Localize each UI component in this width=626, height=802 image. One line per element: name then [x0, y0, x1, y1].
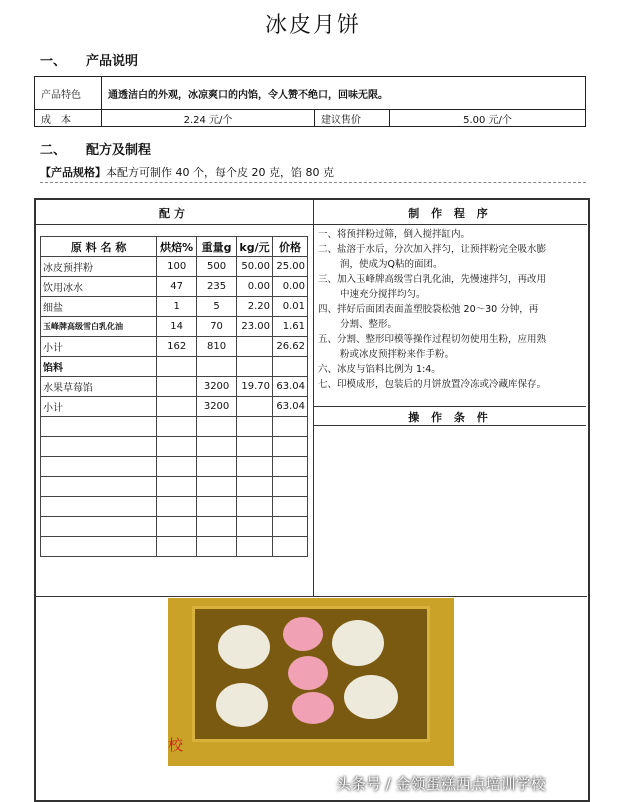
cost-label: 成 本 [35, 110, 102, 127]
recipe-row [41, 257, 308, 277]
pink-mooncake [288, 656, 328, 690]
recipe-heading: 配方 [159, 207, 189, 220]
process-step: 七、印模成形，包装后的月饼放置冷冻或冷藏库保存。 [318, 379, 547, 390]
cell-percent: 100 [157, 257, 197, 277]
process-heading: 制 作 程 序 [408, 207, 492, 220]
cell-name: 馅料 [41, 357, 157, 377]
photo-divider [35, 596, 587, 597]
cell-weight: 5 [197, 297, 237, 317]
price-label: 建议售价 [315, 110, 390, 127]
cost-value: 2.24 元/个 [102, 110, 315, 127]
cell-price: 63.04 [272, 397, 307, 417]
photo-corner-char: 校 [168, 736, 184, 754]
cell-price [272, 497, 307, 517]
product-feature-table [34, 76, 586, 127]
cell-price: 1.61 [272, 317, 307, 337]
mooncake-photo [168, 598, 454, 766]
cell-unit-price [237, 437, 273, 457]
col-header-name: 原 料 名 称 [41, 237, 157, 257]
cell-percent: 47 [157, 277, 197, 297]
cell-price [272, 477, 307, 497]
watermark: 头条号 / 金领蛋糕西点培训学校 [336, 775, 546, 793]
feature-label: 产品特色 [35, 77, 102, 110]
recipe-row [41, 417, 308, 437]
cell-weight [197, 357, 237, 377]
cell-weight [197, 417, 237, 437]
cell-price [272, 357, 307, 377]
cell-unit-price [237, 337, 273, 357]
cell-unit-price [237, 457, 273, 477]
cell-name: 饮用冰水 [41, 277, 157, 297]
process-step: 六、冰皮与馅料比例为 1:4。 [318, 364, 441, 375]
cell-name [41, 477, 157, 497]
cell-weight [197, 537, 237, 557]
recipe-row [41, 517, 308, 537]
cell-price [272, 517, 307, 537]
cell-percent: 162 [157, 337, 197, 357]
cell-name [41, 457, 157, 477]
cell-weight [197, 517, 237, 537]
process-step-cont: 分割、整形。 [340, 319, 398, 330]
conditions-divider-bottom [314, 425, 586, 426]
recipe-row [41, 397, 308, 417]
cell-weight: 235 [197, 277, 237, 297]
price-value: 5.00 元/个 [390, 110, 586, 127]
cell-weight [197, 497, 237, 517]
cell-percent: 14 [157, 317, 197, 337]
cell-unit-price: 50.00 [237, 257, 273, 277]
cell-name [41, 417, 157, 437]
cell-unit-price [237, 417, 273, 437]
recipe-row [41, 437, 308, 457]
cell-percent [157, 477, 197, 497]
white-mooncake [344, 675, 398, 719]
recipe-row [41, 497, 308, 517]
recipe-row [41, 377, 308, 397]
pink-mooncake [292, 692, 334, 724]
cell-price: 25.00 [272, 257, 307, 277]
cell-name: 水果草莓馅 [41, 377, 157, 397]
recipe-row [41, 357, 308, 377]
cell-weight: 3200 [197, 377, 237, 397]
cell-price: 26.62 [272, 337, 307, 357]
cell-unit-price [237, 357, 273, 377]
conditions-divider-top [314, 406, 586, 407]
cell-percent [157, 377, 197, 397]
cell-weight [197, 457, 237, 477]
cell-name [41, 497, 157, 517]
cell-weight: 500 [197, 257, 237, 277]
section-1-title: 产品说明 [86, 54, 139, 69]
process-step-cont: 粉或冰皮预拌粉来作手粉。 [340, 349, 455, 360]
cell-unit-price [237, 517, 273, 537]
recipe-row [41, 317, 308, 337]
cell-percent [157, 397, 197, 417]
cell-unit-price: 0.00 [237, 277, 273, 297]
recipe-row [41, 457, 308, 477]
section-1-heading [40, 50, 138, 69]
cell-name [41, 437, 157, 457]
cell-weight: 3200 [197, 397, 237, 417]
pink-mooncake [283, 617, 323, 651]
process-step: 三、加入玉峰牌高级雪白乳化油，先慢速拌匀，再改用 [318, 274, 547, 285]
cell-name: 细盐 [41, 297, 157, 317]
recipe-table [40, 236, 308, 557]
cell-percent [157, 537, 197, 557]
col-header-weight: 重量g [197, 237, 237, 257]
cell-price: 0.01 [272, 297, 307, 317]
cell-price: 63.04 [272, 377, 307, 397]
cell-unit-price: 19.70 [237, 377, 273, 397]
recipe-row [41, 277, 308, 297]
cell-unit-price [237, 497, 273, 517]
cell-name: 小计 [41, 337, 157, 357]
cell-price [272, 537, 307, 557]
col-header-unit-price: kg/元 [237, 237, 273, 257]
col-header-price: 价格 [272, 237, 307, 257]
process-step: 一、将预拌粉过筛，倒入搅拌缸内。 [318, 229, 471, 240]
process-steps [318, 227, 584, 392]
column-divider [313, 199, 314, 596]
cell-price [272, 417, 307, 437]
cell-percent [157, 517, 197, 537]
cell-unit-price: 2.20 [237, 297, 273, 317]
cell-unit-price [237, 537, 273, 557]
cell-weight [197, 477, 237, 497]
white-mooncake [332, 620, 384, 666]
page-title: 冰皮月饼 [264, 13, 361, 38]
recipe-row [41, 337, 308, 357]
white-mooncake [216, 683, 268, 727]
header-divider [35, 224, 587, 225]
cell-unit-price: 23.00 [237, 317, 273, 337]
process-step: 四、拌好后面团表面盖塑胶袋松弛 20～30 分钟，再 [318, 304, 539, 315]
cell-name: 小计 [41, 397, 157, 417]
cell-weight: 70 [197, 317, 237, 337]
cell-percent [157, 417, 197, 437]
spec-label: 【产品规格】 [40, 166, 106, 179]
cell-percent: 1 [157, 297, 197, 317]
process-step-cont: 润，使成为Q粘的面团。 [340, 259, 443, 270]
section-2-heading [40, 139, 151, 158]
recipe-row [41, 477, 308, 497]
process-step-cont: 中速充分搅拌均匀。 [340, 289, 426, 300]
cell-percent [157, 457, 197, 477]
recipe-header-row [41, 237, 308, 257]
col-header-percent: 烘焙% [157, 237, 197, 257]
white-mooncake [218, 625, 270, 669]
cell-price [272, 437, 307, 457]
cell-percent [157, 357, 197, 377]
recipe-row [41, 297, 308, 317]
conditions-heading: 操 作 条 件 [408, 411, 492, 424]
recipe-row [41, 537, 308, 557]
section-2-number: 二、 [40, 143, 67, 158]
section-2-title: 配方及制程 [86, 143, 152, 158]
process-step: 二、盐溶于水后，分次加入拌匀，让预拌粉完全吸水膨 [318, 244, 547, 255]
cell-weight: 810 [197, 337, 237, 357]
product-spec [40, 164, 586, 183]
cell-name: 冰皮预拌粉 [41, 257, 157, 277]
feature-text: 通透洁白的外观，冰凉爽口的内馅，令人赞不绝口，回味无限。 [102, 77, 586, 110]
cell-name: 玉峰牌高级雪白乳化油 [41, 317, 157, 337]
cell-unit-price [237, 477, 273, 497]
cell-name [41, 537, 157, 557]
cell-price [272, 457, 307, 477]
spec-text: 本配方可制作 40 个，每个皮 20 克，馅 80 克 [106, 166, 334, 179]
cell-name [41, 517, 157, 537]
process-step: 五、分割、整形印模等操作过程切勿使用生粉，应用熟 [318, 334, 547, 345]
cell-percent [157, 497, 197, 517]
cell-unit-price [237, 397, 273, 417]
cell-weight [197, 437, 237, 457]
cell-price: 0.00 [272, 277, 307, 297]
section-1-number: 一、 [40, 54, 67, 69]
cell-percent [157, 437, 197, 457]
